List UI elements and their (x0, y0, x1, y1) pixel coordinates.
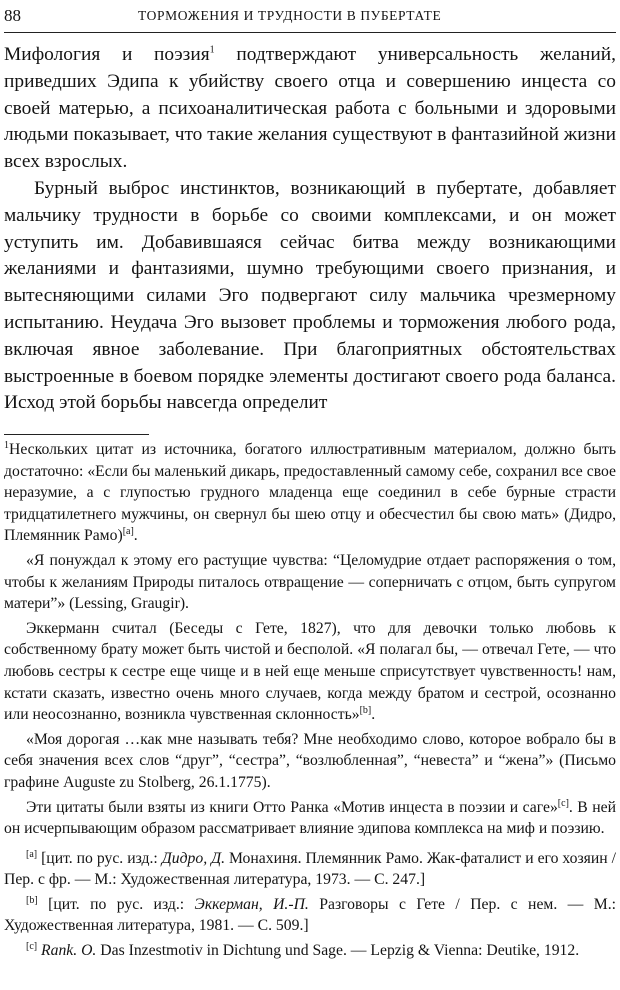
ref-marker-c[interactable]: [c] (557, 797, 569, 809)
footnote-quote-4: «Моя дорогая …как мне называть тебя? Мне необходимо слово, которое вобрало бы в себя значения всех слов “друг”, “сестра”, “возлюбленная”, “невеста” и “жена”» (Письмо графине Auguste zu Stolberg, 26.1.1775). (4, 730, 616, 791)
footnote-summary-after: . В ней он исчерпывающим образом рассматривает влияние эдипова комплекса на миф и поэзию. (4, 798, 616, 838)
reference-note-c-rest: Das Inzestmotiv in Dichtung und Sage. — Lepzig & Vienna: Deutike, 1912. (96, 942, 580, 960)
running-header (4, 2, 616, 33)
footnote-ref-1[interactable]: 1 (209, 44, 215, 56)
reference-note-a-prefix: [цит. по рус. изд.: (41, 849, 162, 867)
main-text (4, 42, 616, 417)
footnote-1-end: . (133, 527, 138, 545)
footnote-divider (4, 434, 149, 435)
reference-note-c-mark: [c] (26, 940, 38, 952)
footnote-1-text: Нескольких цитат из источника, богатого иллюстративным материалом, должно быть достаточно: «Если бы маленький дикарь, предоставленный самому себе, сохранил все свое неразумие, а с глупостью грудного младенца еще соединил в себе бурные страсти тридцатилетнего мужчины, он свернул бы шею отцу и обесчестил бы свою мать» (Дидро, Племянник Рамо) (4, 441, 616, 545)
page-number: 88 (4, 6, 21, 25)
reference-note-a (4, 848, 616, 891)
ref-marker-a[interactable]: [a] (122, 526, 134, 538)
footnote-1-marker: 1 (4, 439, 9, 451)
paragraph-2: Бурный выброс инстинктов, возникающий в пубертате, добавляет мальчику трудности в борьбе со своими комплексами, и он может уступить им. Добавившаяся сейчас битва между возникающими желаниями и фантазиями, шумно требующими своего признания, и вытесняющими силами Эго подвергают силу мальчика чрезмерному испытанию. Неудача Эго вызовет проблемы и торможения любого рода, включая явное заболевание. При благоприятных обстоятельствах выстроенные в боевом порядке элементы достигают своего рода баланса. Исход этой борьбы навсегда определит (4, 177, 616, 414)
paragraph-1-start: Мифология и поэзия (4, 44, 210, 65)
reference-note-b-mark: [b] (26, 894, 38, 906)
footnote-summary-text: Эти цитаты были взяты из книги Отто Ранка «Мотив инцеста в поэзии и саге» (26, 798, 558, 816)
footnote-quote-3-end: . (371, 706, 376, 724)
running-title: ТОРМОЖЕНИЯ И ТРУДНОСТИ В ПУБЕРТАТЕ (138, 8, 442, 23)
reference-note-b-rest: Разговоры с Гете / Пер. с нем. — М.: Художественная литература, 1981. — С. 509.] (4, 895, 617, 935)
footnote-quote-3-text: Эккерманн считал (Беседы с Гете, 1827), что для девочки только любовь к собственному брату может быть чистой и бесполой. «Я полагал бы, — отвечал Гете, — что любовь сестры к сестре еще чище и в ней еще меньше сприсутствует чувственность! нам, кстати сказать, известно очень много случаев, когда между братом и сестрой, осознанно или неосознанно, возникла чувственная склонность» (4, 619, 616, 724)
footnote-quote-2: «Я понуждал к этому его растущие чувства: “Целомудрие отдает распоряжения о том, чтобы к желаниям Природы питалось отвращение — соперничать с отцом, быть супругом матери”» (Lessing, Graugir). (4, 551, 616, 613)
reference-notes (4, 848, 616, 962)
footnotes (4, 439, 616, 965)
footnote-quote-3 (4, 618, 616, 726)
reference-note-a-mark: [a] (26, 848, 38, 860)
ref-marker-b[interactable]: [b] (359, 704, 372, 716)
reference-note-c-author: Rank. O. (41, 942, 97, 960)
reference-note-b-prefix: [цит. по рус. изд.: (48, 895, 195, 913)
paragraph-1 (4, 42, 616, 176)
reference-note-a-rest: Монахиня. Племянник Рамо. Жак-фаталист и его хозяин / Пер. с фр. — М.: Художественная литература, 1973. — С. 247.] (4, 849, 617, 889)
reference-note-a-author: Дидро, Д. (161, 849, 225, 867)
reference-note-b (4, 894, 616, 937)
reference-note-c (4, 940, 616, 962)
footnote-summary (4, 797, 616, 840)
reference-note-b-author: Эккерман, И.-П. (194, 895, 309, 913)
footnote-1 (4, 439, 616, 547)
paragraph-1-rest: подтверждают универсальность желаний, приведших Эдипа к убийству своего отца и совершению инцеста со своей матерью, а психоаналитическая работа с больными и здоровыми людьми показывает, что такие желания существуют в фантазийной жизни всех взрослых. (4, 44, 616, 173)
